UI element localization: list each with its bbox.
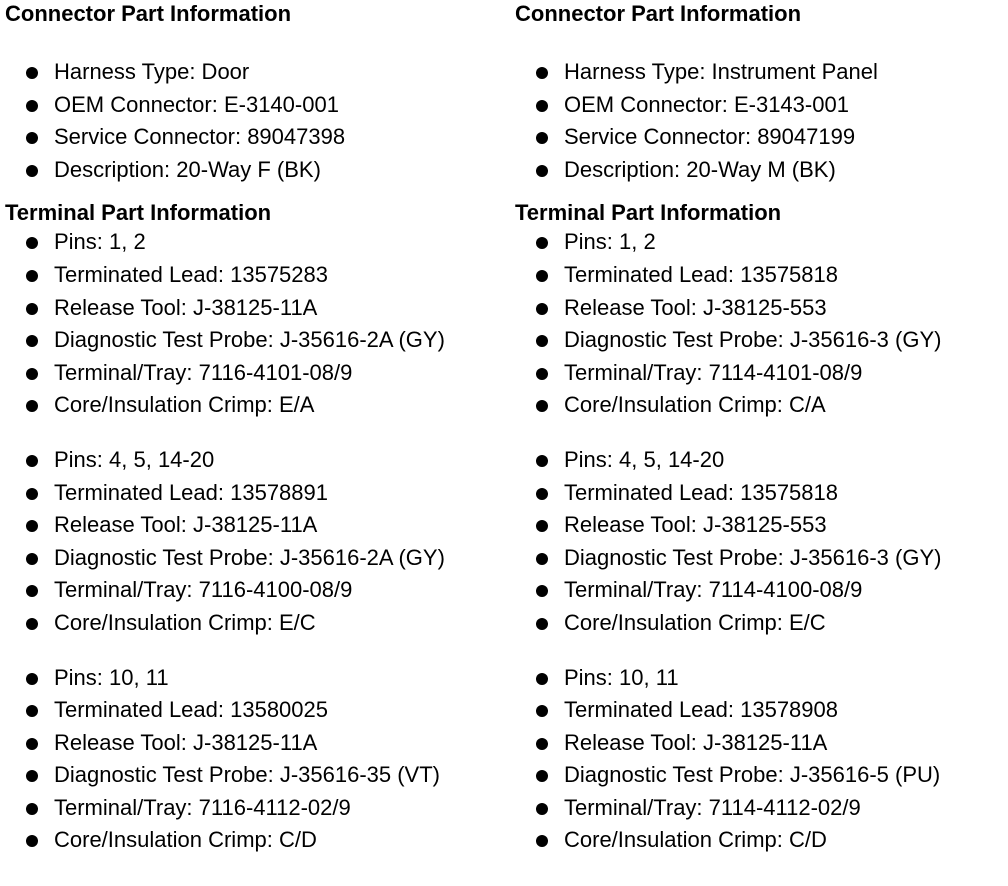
bullet-icon bbox=[536, 835, 548, 847]
bullet-icon bbox=[26, 132, 38, 144]
terminal-group bbox=[515, 444, 1008, 640]
list-item: Diagnostic Test Probe: J-35616-2A (GY) bbox=[5, 324, 505, 357]
bullet-icon bbox=[26, 738, 38, 750]
list-item: Pins: 1, 2 bbox=[5, 226, 505, 259]
terminal-group bbox=[515, 662, 1008, 858]
bullet-icon bbox=[536, 100, 548, 112]
bullet-icon bbox=[26, 770, 38, 782]
list-item: Terminal/Tray: 7116-4101-08/9 bbox=[5, 357, 505, 390]
list-item: Core/Insulation Crimp: C/D bbox=[515, 824, 1008, 857]
terminal-heading: Terminal Part Information bbox=[5, 200, 272, 226]
list-item: Terminated Lead: 13575818 bbox=[515, 477, 1008, 510]
bullet-icon bbox=[26, 368, 38, 380]
bullet-icon bbox=[26, 303, 38, 315]
list-item: Terminated Lead: 13578891 bbox=[5, 477, 505, 510]
bullet-icon bbox=[536, 553, 548, 565]
list-item: Release Tool: J-38125-553 bbox=[515, 509, 1008, 542]
connector-list bbox=[5, 56, 505, 186]
list-item: Pins: 4, 5, 14-20 bbox=[5, 444, 505, 477]
list-item: Pins: 4, 5, 14-20 bbox=[515, 444, 1008, 477]
list-item: Release Tool: J-38125-553 bbox=[515, 292, 1008, 325]
bullet-icon bbox=[536, 673, 548, 685]
bullet-icon bbox=[26, 705, 38, 717]
list-item: Terminated Lead: 13580025 bbox=[5, 694, 505, 727]
bullet-icon bbox=[26, 335, 38, 347]
bullet-icon bbox=[536, 705, 548, 717]
list-item: Diagnostic Test Probe: J-35616-5 (PU) bbox=[515, 759, 1008, 792]
list-item: Core/Insulation Crimp: E/C bbox=[5, 607, 505, 640]
list-item: Diagnostic Test Probe: J-35616-2A (GY) bbox=[5, 542, 505, 575]
list-item: Core/Insulation Crimp: E/A bbox=[5, 389, 505, 422]
list-item: Core/Insulation Crimp: C/A bbox=[515, 389, 1008, 422]
list-item: OEM Connector: E-3140-001 bbox=[5, 89, 505, 122]
bullet-icon bbox=[536, 770, 548, 782]
left-column bbox=[5, 0, 505, 857]
terminal-group bbox=[515, 226, 1008, 422]
bullet-icon bbox=[26, 165, 38, 177]
bullet-icon bbox=[26, 585, 38, 597]
list-item: Release Tool: J-38125-11A bbox=[5, 509, 505, 542]
bullet-icon bbox=[26, 455, 38, 467]
bullet-icon bbox=[536, 368, 548, 380]
bullet-icon bbox=[536, 132, 548, 144]
bullet-icon bbox=[26, 553, 38, 565]
list-item: Terminated Lead: 13575818 bbox=[515, 259, 1008, 292]
bullet-icon bbox=[536, 335, 548, 347]
bullet-icon bbox=[536, 738, 548, 750]
list-item: Service Connector: 89047199 bbox=[515, 121, 1008, 154]
terminal-heading: Terminal Part Information bbox=[515, 200, 782, 226]
bullet-icon bbox=[26, 673, 38, 685]
connector-heading: Connector Part Information bbox=[5, 1, 292, 26]
bullet-icon bbox=[536, 618, 548, 630]
list-item: Terminal/Tray: 7114-4101-08/9 bbox=[515, 357, 1008, 390]
list-item: Release Tool: J-38125-11A bbox=[515, 727, 1008, 760]
list-item: Terminated Lead: 13578908 bbox=[515, 694, 1008, 727]
bullet-icon bbox=[26, 270, 38, 282]
list-item: Terminated Lead: 13575283 bbox=[5, 259, 505, 292]
list-item: Harness Type: Instrument Panel bbox=[515, 56, 1008, 89]
bullet-icon bbox=[536, 303, 548, 315]
bullet-icon bbox=[26, 803, 38, 815]
list-item: Diagnostic Test Probe: J-35616-35 (VT) bbox=[5, 759, 505, 792]
terminal-group bbox=[5, 444, 505, 640]
list-item: OEM Connector: E-3143-001 bbox=[515, 89, 1008, 122]
bullet-icon bbox=[26, 520, 38, 532]
bullet-icon bbox=[536, 67, 548, 79]
list-item: Terminal/Tray: 7116-4100-08/9 bbox=[5, 574, 505, 607]
list-item: Release Tool: J-38125-11A bbox=[5, 727, 505, 760]
list-item: Description: 20-Way M (BK) bbox=[515, 154, 1008, 187]
list-item: Diagnostic Test Probe: J-35616-3 (GY) bbox=[515, 324, 1008, 357]
bullet-icon bbox=[26, 237, 38, 249]
bullet-icon bbox=[26, 835, 38, 847]
bullet-icon bbox=[536, 488, 548, 500]
list-item: Core/Insulation Crimp: E/C bbox=[515, 607, 1008, 640]
list-item: Release Tool: J-38125-11A bbox=[5, 292, 505, 325]
list-item: Terminal/Tray: 7116-4112-02/9 bbox=[5, 792, 505, 825]
bullet-icon bbox=[26, 100, 38, 112]
bullet-icon bbox=[536, 803, 548, 815]
list-item: Description: 20-Way F (BK) bbox=[5, 154, 505, 187]
terminal-group bbox=[5, 662, 505, 858]
list-item: Service Connector: 89047398 bbox=[5, 121, 505, 154]
bullet-icon bbox=[536, 270, 548, 282]
bullet-icon bbox=[536, 585, 548, 597]
list-item: Pins: 10, 11 bbox=[515, 662, 1008, 695]
list-item: Harness Type: Door bbox=[5, 56, 505, 89]
bullet-icon bbox=[536, 165, 548, 177]
list-item: Pins: 1, 2 bbox=[515, 226, 1008, 259]
list-item: Diagnostic Test Probe: J-35616-3 (GY) bbox=[515, 542, 1008, 575]
bullet-icon bbox=[26, 618, 38, 630]
connector-list bbox=[515, 56, 1008, 186]
bullet-icon bbox=[536, 237, 548, 249]
list-item: Core/Insulation Crimp: C/D bbox=[5, 824, 505, 857]
bullet-icon bbox=[536, 400, 548, 412]
list-item: Pins: 10, 11 bbox=[5, 662, 505, 695]
right-column bbox=[515, 0, 1008, 857]
bullet-icon bbox=[26, 488, 38, 500]
connector-heading: Connector Part Information bbox=[515, 1, 802, 26]
list-item: Terminal/Tray: 7114-4112-02/9 bbox=[515, 792, 1008, 825]
bullet-icon bbox=[26, 67, 38, 79]
bullet-icon bbox=[536, 455, 548, 467]
terminal-group bbox=[5, 226, 505, 422]
list-item: Terminal/Tray: 7114-4100-08/9 bbox=[515, 574, 1008, 607]
bullet-icon bbox=[26, 400, 38, 412]
bullet-icon bbox=[536, 520, 548, 532]
